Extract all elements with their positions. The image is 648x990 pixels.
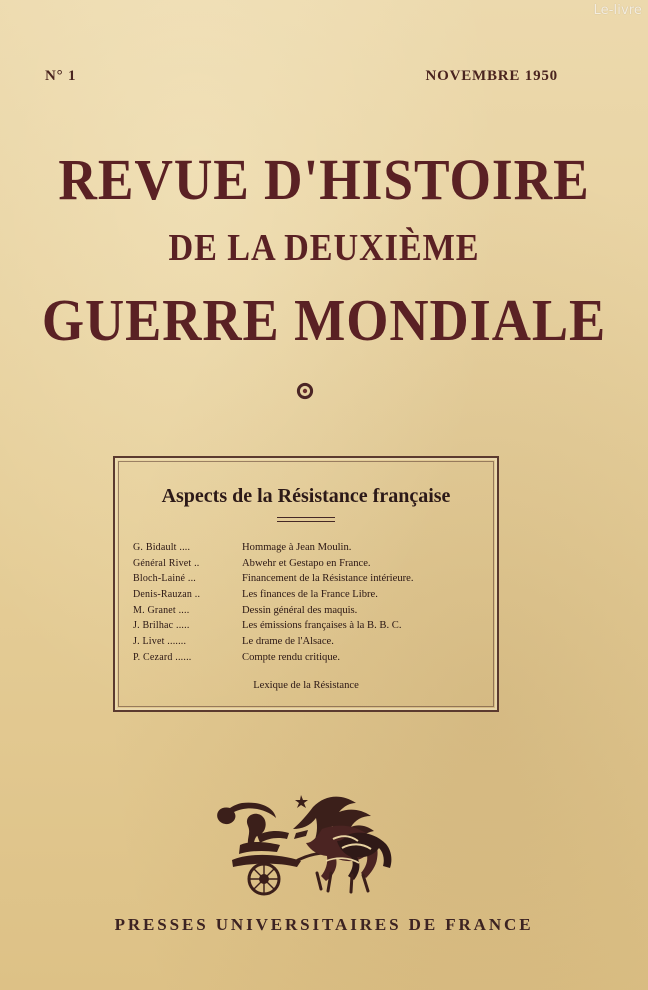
- contents-entry: [133, 603, 483, 619]
- entry-author: M. Granet ....: [133, 604, 190, 616]
- entry-author: J. Brilhac .....: [133, 620, 190, 632]
- publisher-name: PRESSES UNIVERSITAIRES DE FRANCE: [114, 915, 534, 934]
- title-line-2: DE LA DEUXIÈME: [168, 227, 480, 269]
- contents-list: [133, 540, 483, 666]
- entry-author: Bloch-Lainé ...: [133, 573, 196, 585]
- entry-article: Financement de la Résistance intérieure.: [242, 573, 414, 585]
- entry-author: G. Bidault ....: [133, 542, 191, 553]
- entry-author: P. Cezard ......: [133, 651, 192, 663]
- entry-article: Hommage à Jean Moulin.: [242, 542, 352, 553]
- contents-heading: Aspects de la Résistance française: [161, 485, 451, 507]
- contents-entry: [133, 571, 483, 587]
- contents-entry: [133, 650, 483, 666]
- entry-article: Compte rendu critique.: [242, 651, 340, 663]
- contents-entry: [133, 540, 483, 556]
- contents-heading-rule-top: [277, 517, 335, 518]
- title-line-1: REVUE D'HISTOIRE: [58, 147, 590, 212]
- chariot-horses-icon: [205, 787, 403, 901]
- contents-heading-rule-bottom: [277, 521, 335, 522]
- circle-ornament-icon: [296, 382, 314, 400]
- entry-article: Les émissions françaises à la B. B. C.: [242, 620, 402, 632]
- entry-author: Général Rivet ..: [133, 557, 200, 569]
- contents-entry: [133, 556, 483, 572]
- watermark-label: Le-livre: [593, 3, 642, 18]
- entry-author: J. Livet .......: [133, 636, 187, 648]
- entry-article: Dessin général des maquis.: [242, 604, 358, 616]
- entry-author: Denis-Rauzan ..: [133, 589, 201, 601]
- contents-entry: [133, 587, 483, 603]
- entry-article: Le drame de l'Alsace.: [242, 636, 334, 648]
- issue-date: NOVEMBRE 1950: [425, 68, 558, 84]
- issue-number: N° 1: [45, 68, 77, 84]
- title-line-3: GUERRE MONDIALE: [41, 287, 607, 353]
- contents-entry: [133, 618, 483, 634]
- contents-entry: [133, 634, 483, 650]
- contents-box: [113, 456, 499, 712]
- entry-article: Abwehr et Gestapo en France.: [242, 557, 371, 569]
- entry-article: Les finances de la France Libre.: [242, 589, 378, 601]
- lexicon-label: Lexique de la Résistance: [253, 680, 359, 691]
